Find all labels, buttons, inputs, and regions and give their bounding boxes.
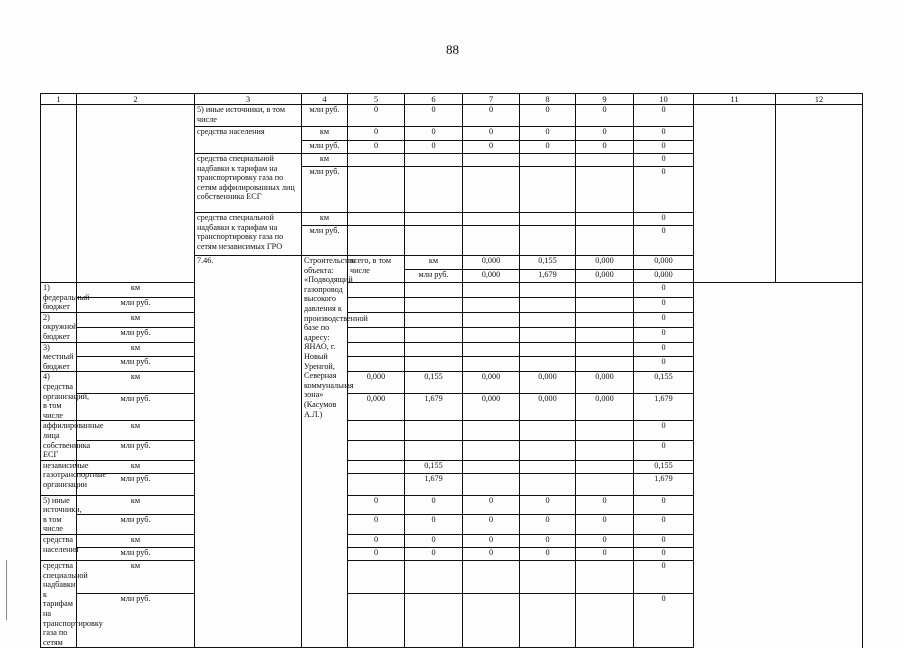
col-2-header: 2 (77, 94, 195, 105)
cell-empty (520, 441, 576, 461)
cell-empty (463, 167, 520, 213)
row-label: всего, в том числе (348, 256, 405, 283)
value-cell: 0,000 (520, 372, 576, 393)
value-cell: 0 (463, 141, 520, 154)
table-row (41, 473, 863, 495)
value-cell: 0 (463, 495, 520, 515)
unit-cell: млн руб. (302, 141, 348, 154)
investment-program-table (40, 93, 863, 648)
value-cell: 0,155 (405, 372, 463, 393)
cell-empty (348, 342, 405, 357)
value-cell: 0 (634, 127, 694, 141)
unit-cell: млн руб. (77, 515, 195, 535)
value-cell: 0,000 (463, 256, 520, 270)
value-cell: 0 (348, 515, 405, 535)
cell-empty (463, 154, 520, 167)
cell-empty (576, 154, 634, 167)
value-cell: 0 (463, 515, 520, 535)
value-cell: 0 (520, 495, 576, 515)
value-cell: 0,000 (576, 393, 634, 421)
unit-cell: млн руб. (302, 105, 348, 127)
table-row (41, 393, 863, 421)
cell-empty (77, 105, 195, 283)
cell-empty (348, 473, 405, 495)
value-cell: 1,679 (634, 393, 694, 421)
value-cell: 0 (463, 105, 520, 127)
value-cell: 0 (405, 141, 463, 154)
unit-cell: млн руб. (405, 270, 463, 283)
cell-empty (576, 421, 634, 441)
value-cell: 0 (634, 515, 694, 535)
value-cell: 1,679 (405, 473, 463, 495)
value-cell: 0 (405, 535, 463, 548)
table-row (41, 327, 863, 342)
table-row (41, 283, 863, 298)
unit-cell: км (405, 256, 463, 270)
value-cell: 0 (634, 105, 694, 127)
row-label: средства населения (195, 127, 302, 154)
row-label: 5) иные источники, в том числе (195, 105, 302, 127)
value-cell: 1,679 (634, 473, 694, 495)
value-cell: 0,000 (576, 270, 634, 283)
value-cell: 0,000 (348, 393, 405, 421)
cell-empty (463, 421, 520, 441)
cell-empty (348, 283, 405, 298)
table-row (41, 421, 863, 441)
cell-empty (405, 154, 463, 167)
cell-empty (405, 357, 463, 372)
row-label: 4) средства организаций, в том числе (41, 372, 77, 421)
unit-cell: км (77, 561, 195, 593)
col-3-header: 3 (195, 94, 302, 105)
cell-empty (348, 357, 405, 372)
value-cell: 0 (520, 105, 576, 127)
cell-empty (576, 342, 634, 357)
unit-cell: млн руб. (77, 593, 195, 648)
value-cell: 0 (634, 327, 694, 342)
value-cell: 0 (634, 154, 694, 167)
cell-empty (348, 441, 405, 461)
cell-empty (463, 312, 520, 327)
value-cell: 1,679 (520, 270, 576, 283)
row-label: аффилированные лица собственника ЕСГ (41, 421, 77, 460)
value-cell: 0 (576, 515, 634, 535)
cell-empty (520, 357, 576, 372)
cell-empty (405, 561, 463, 593)
cell-empty (520, 154, 576, 167)
cell-empty (463, 473, 520, 495)
unit-cell: км (77, 495, 195, 515)
cell-empty (576, 327, 634, 342)
table-row (41, 495, 863, 515)
value-cell: 0 (576, 127, 634, 141)
value-cell: 0 (405, 127, 463, 141)
table-row (41, 535, 863, 548)
cell-empty (576, 561, 634, 593)
value-cell: 0,000 (463, 270, 520, 283)
cell-empty (576, 473, 634, 495)
value-cell: 0 (634, 226, 694, 256)
column-number-row (41, 94, 863, 105)
cell-empty (348, 561, 405, 593)
table-row (41, 593, 863, 648)
cell-empty (520, 342, 576, 357)
unit-cell: км (77, 283, 195, 298)
value-cell: 0 (634, 441, 694, 461)
cell-empty (520, 312, 576, 327)
value-cell: 0 (405, 105, 463, 127)
value-cell: 0 (520, 548, 576, 561)
row-label: средства специальной надбавки к тарифам на транспортировку газа по сетям независимых ГРО (195, 213, 302, 256)
page-number: 88 (446, 42, 459, 57)
value-cell: 0 (520, 127, 576, 141)
cell-empty (405, 342, 463, 357)
cell-empty (576, 167, 634, 213)
col-8-header: 8 (520, 94, 576, 105)
cell-empty (348, 327, 405, 342)
value-cell: 0 (405, 515, 463, 535)
unit-cell: млн руб. (77, 548, 195, 561)
row-label: 3) местный бюджет (41, 342, 77, 372)
table-row (41, 312, 863, 327)
unit-cell: км (77, 535, 195, 548)
cell-empty (463, 283, 520, 298)
unit-cell: км (77, 342, 195, 357)
cell-empty (520, 327, 576, 342)
unit-cell: млн руб. (77, 473, 195, 495)
value-cell: 0,000 (348, 372, 405, 393)
value-cell: 0 (576, 548, 634, 561)
row-label: независимые газотранспортные организации (41, 460, 77, 495)
value-cell: 0 (576, 535, 634, 548)
cell-empty (576, 226, 634, 256)
item-number: 7.46. (195, 256, 302, 648)
cell-empty (520, 421, 576, 441)
unit-cell: млн руб. (302, 226, 348, 256)
cell-empty (576, 441, 634, 461)
value-cell: 0,155 (634, 372, 694, 393)
col-6-header: 6 (405, 94, 463, 105)
cell-empty (348, 154, 405, 167)
value-cell: 0,155 (405, 460, 463, 473)
value-cell: 0 (463, 548, 520, 561)
cell-empty (520, 213, 576, 226)
value-cell: 0 (520, 535, 576, 548)
cell-empty (463, 213, 520, 226)
value-cell: 0 (348, 127, 405, 141)
unit-cell: млн руб. (77, 441, 195, 461)
value-cell: 0 (463, 535, 520, 548)
value-cell: 0 (576, 105, 634, 127)
cell-empty (348, 213, 405, 226)
unit-cell: млн руб. (77, 327, 195, 342)
value-cell: 0 (348, 105, 405, 127)
cell-empty (520, 473, 576, 495)
value-cell: 0 (348, 548, 405, 561)
unit-cell: км (77, 372, 195, 393)
cell-empty (463, 441, 520, 461)
table-row (41, 357, 863, 372)
table-row (41, 515, 863, 535)
value-cell: 0 (463, 127, 520, 141)
unit-cell: км (302, 154, 348, 167)
cell-empty (694, 105, 776, 283)
cell-empty (463, 327, 520, 342)
value-cell: 0 (348, 535, 405, 548)
cell-empty (576, 460, 634, 473)
cell-empty (348, 593, 405, 648)
value-cell: 0 (634, 167, 694, 213)
value-cell: 0 (520, 515, 576, 535)
cell-empty (520, 593, 576, 648)
cell-empty (405, 593, 463, 648)
unit-cell: км (302, 213, 348, 226)
value-cell: 0 (634, 357, 694, 372)
cell-empty (348, 421, 405, 441)
cell-empty (405, 226, 463, 256)
cell-empty (348, 460, 405, 473)
cell-empty (348, 226, 405, 256)
unit-cell: км (77, 312, 195, 327)
value-cell: 0 (634, 342, 694, 357)
col-12-header: 12 (776, 94, 863, 105)
row-label: 5) иные источники, в том числе (41, 495, 77, 534)
value-cell: 0 (634, 561, 694, 593)
cell-empty (348, 167, 405, 213)
table-row (41, 105, 863, 127)
unit-cell: млн руб. (77, 297, 195, 312)
table-row (41, 460, 863, 473)
value-cell: 0 (634, 283, 694, 298)
cell-empty (520, 167, 576, 213)
value-cell: 0 (634, 141, 694, 154)
value-cell: 0,000 (576, 256, 634, 270)
table-row (41, 441, 863, 461)
value-cell: 0 (634, 312, 694, 327)
row-label: 1) федеральный бюджет (41, 283, 77, 313)
cell-empty (520, 561, 576, 593)
cell-empty (405, 327, 463, 342)
table-row (41, 297, 863, 312)
value-cell: 0,000 (520, 393, 576, 421)
cell-empty (41, 105, 77, 283)
cell-empty (520, 297, 576, 312)
cell-empty (463, 357, 520, 372)
cell-empty (463, 460, 520, 473)
col-10-header: 10 (634, 94, 694, 105)
cell-empty (463, 561, 520, 593)
value-cell: 0 (634, 495, 694, 515)
cell-empty (405, 297, 463, 312)
table-row (41, 372, 863, 393)
item-description: Строительство объекта: «Подводящий газопровод высокого давления к производственной базе по адресу: ЯНАО, г. Новый Уренгой, Северная коммунальная зона» (Касумов А.Л.) (302, 256, 348, 648)
value-cell: 0,000 (463, 372, 520, 393)
value-cell: 0,000 (634, 270, 694, 283)
value-cell: 0 (405, 495, 463, 515)
unit-cell: млн руб. (77, 393, 195, 421)
unit-cell: млн руб. (302, 167, 348, 213)
value-cell: 0 (405, 548, 463, 561)
value-cell: 0 (348, 495, 405, 515)
unit-cell: км (77, 460, 195, 473)
value-cell: 0,000 (463, 393, 520, 421)
value-cell: 0 (576, 141, 634, 154)
value-cell: 1,679 (405, 393, 463, 421)
cell-empty (463, 297, 520, 312)
col-1-header: 1 (41, 94, 77, 105)
table-row (41, 342, 863, 357)
value-cell: 0,155 (634, 460, 694, 473)
value-cell: 0 (576, 495, 634, 515)
cell-empty (348, 297, 405, 312)
value-cell: 0,155 (520, 256, 576, 270)
value-cell: 0 (634, 535, 694, 548)
row-label: средства специальной надбавки к тарифам на транспортировку газа по сетям (41, 561, 77, 648)
col-4-header: 4 (302, 94, 348, 105)
cell-empty (405, 213, 463, 226)
value-cell: 0 (634, 548, 694, 561)
unit-cell: км (77, 421, 195, 441)
col-11-header: 11 (694, 94, 776, 105)
value-cell: 0,000 (634, 256, 694, 270)
cell-empty (405, 441, 463, 461)
cell-empty (576, 593, 634, 648)
row-label: средства населения (41, 535, 77, 561)
scan-artifact (6, 560, 7, 620)
cell-empty (405, 312, 463, 327)
cell-empty (576, 297, 634, 312)
cell-empty (520, 460, 576, 473)
cell-empty (776, 105, 863, 283)
col-5-header: 5 (348, 94, 405, 105)
value-cell: 0 (520, 141, 576, 154)
table-row (41, 561, 863, 593)
row-label: 2) окружной бюджет (41, 312, 77, 342)
col-9-header: 9 (576, 94, 634, 105)
value-cell: 0 (634, 213, 694, 226)
cell-empty (463, 593, 520, 648)
value-cell: 0 (634, 297, 694, 312)
cell-empty (463, 226, 520, 256)
cell-empty (405, 283, 463, 298)
cell-empty (463, 342, 520, 357)
value-cell: 0 (348, 141, 405, 154)
unit-cell: млн руб. (77, 357, 195, 372)
cell-empty (520, 226, 576, 256)
cell-empty (576, 312, 634, 327)
cell-empty (405, 167, 463, 213)
cell-empty (520, 283, 576, 298)
cell-empty (576, 357, 634, 372)
value-cell: 0 (634, 421, 694, 441)
cell-empty (576, 283, 634, 298)
cell-empty (405, 421, 463, 441)
value-cell: 0,000 (576, 372, 634, 393)
value-cell: 0 (634, 593, 694, 648)
row-label: средства специальной надбавки к тарифам на транспортировку газа по сетям аффилированных лиц собственника ЕСГ (195, 154, 302, 213)
cell-empty (576, 213, 634, 226)
table-row (41, 548, 863, 561)
unit-cell: км (302, 127, 348, 141)
col-7-header: 7 (463, 94, 520, 105)
